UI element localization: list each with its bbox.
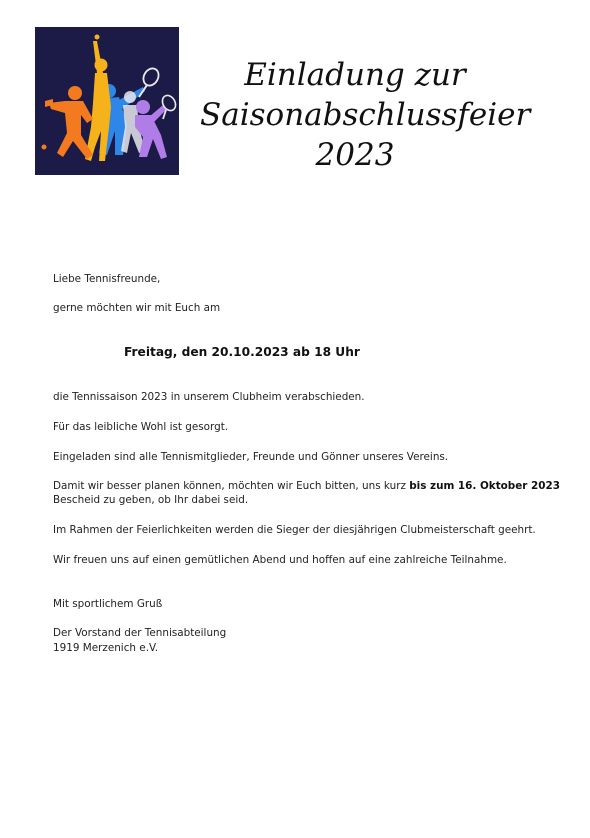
paragraph-food: Für das leibliche Wohl ist gesorgt. — [53, 421, 229, 433]
title-line-2: Saisonabschlussfeier — [200, 97, 531, 133]
closing-greeting: Mit sportlichem Gruß — [53, 598, 163, 610]
title-line-3: 2023 — [315, 137, 395, 173]
salutation: Liebe Tennisfreunde, — [53, 273, 161, 285]
rsvp-text: Damit wir besser planen können, möchten wir Euch bitten, uns kurz — [53, 480, 410, 492]
rsvp-deadline: bis zum 16. Oktober 2023 — [409, 480, 560, 492]
event-date: Freitag, den 20.10.2023 ab 18 Uhr — [124, 345, 360, 359]
invitation-title — [200, 55, 531, 175]
signature-line-1: Der Vorstand der Tennisabteilung — [53, 627, 227, 639]
signature-line-2: 1919 Merzenich e.V. — [53, 642, 159, 654]
paragraph-season: die Tennissaison 2023 in unserem Clubheim verabschieden. — [53, 391, 365, 403]
paragraph-championship: Im Rahmen der Feierlichkeiten werden die Sieger der diesjährigen Clubmeisterschaft geehrt. — [53, 524, 536, 536]
paragraph-invitees: Eingeladen sind alle Tennismitglieder, Freunde und Gönner unseres Vereins. — [53, 451, 449, 463]
tennis-players-logo-icon — [35, 27, 179, 175]
title-line-1: Einladung zur — [244, 57, 466, 93]
paragraph-rsvp-line-2: Bescheid zu geben, ob Ihr dabei seid. — [53, 494, 249, 506]
paragraph-closing-wish: Wir freuen uns auf einen gemütlichen Abend und hoffen auf eine zahlreiche Teilnahme. — [53, 554, 507, 566]
intro-text: gerne möchten wir mit Euch am — [53, 302, 221, 314]
paragraph-rsvp — [53, 479, 560, 494]
